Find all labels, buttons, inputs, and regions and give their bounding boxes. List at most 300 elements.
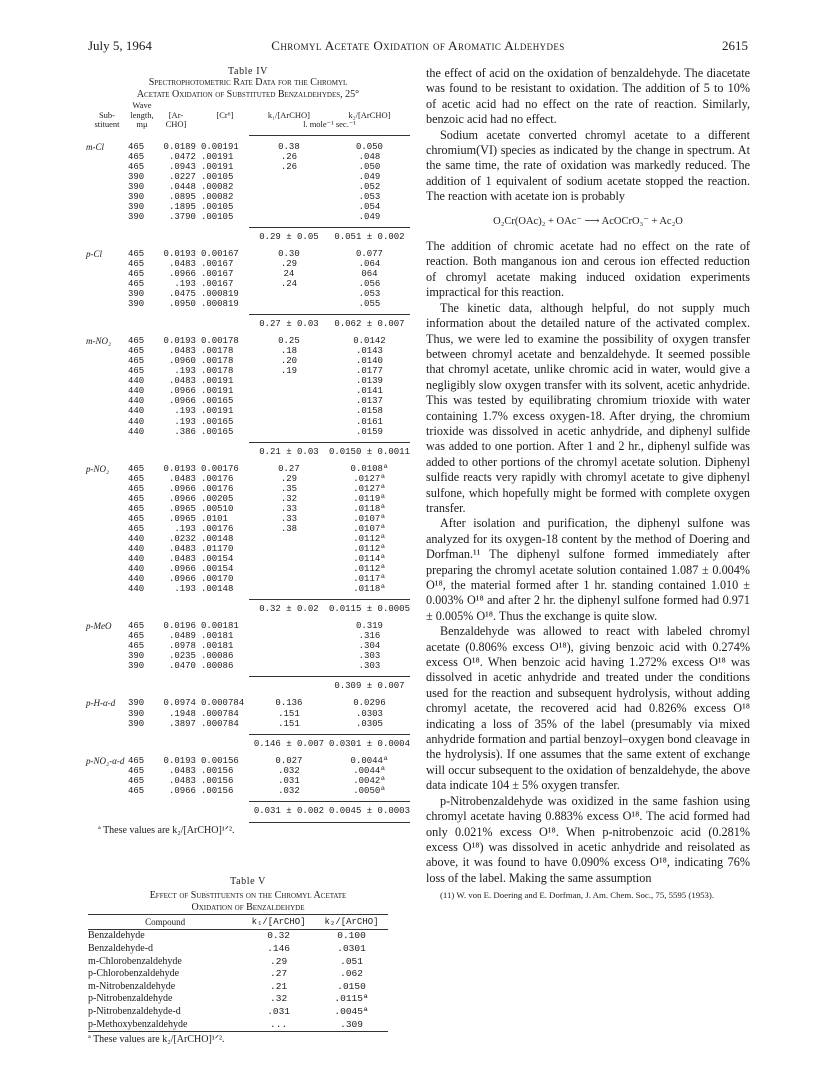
wavelength-cell: 440 [127,544,145,554]
table4-row [86,142,410,152]
aldehyde-conc-cell: 0.0193 [163,755,196,766]
aldehyde-conc-cell: .0965 [168,513,196,524]
k2-cell: .0141 [355,386,383,397]
substituent-cell: p-NO₂-α-d [86,755,125,766]
k2-average-cell: 0.0301 ± 0.0004 [328,738,410,749]
chromium-conc-cell: .00148 [200,584,234,595]
aldehyde-conc-cell: .0960 [168,356,196,367]
aldehyde-conc-cell: 0.0974 [163,698,196,709]
substituent-cell [86,417,128,427]
table5-row [88,943,388,956]
wavelength-cell: 390 [127,211,145,222]
k1-cell: .32 [270,993,288,1005]
substituent-cell [86,709,128,719]
k1-cell: 0.136 [275,698,303,709]
k1-cell: .26 [280,151,298,162]
chromium-conc-cell: .00086 [200,651,234,662]
k1-cell [249,376,329,386]
table4-header-row-3 [86,120,410,130]
table4-row [86,162,410,172]
wavelength-cell: 440 [127,386,145,397]
k1-cell [249,417,329,427]
aldehyde-conc-cell: .0978 [168,641,196,652]
table4-row [86,709,410,719]
k2-cell: .0045ª [334,1005,369,1017]
k1-cell: .27 [270,968,288,980]
substituent-cell [86,786,128,796]
table5-caption-line2: Oxidation of Benzaldehyde [191,901,305,913]
wavelength-cell: 465 [127,258,145,269]
aldehyde-conc-cell: .193 [174,279,196,290]
table5-row [88,930,388,943]
k1-cell: .18 [280,346,298,357]
chromium-conc-cell: .00165 [200,416,234,427]
substituent-cell [86,279,128,289]
table4-row [86,249,410,259]
blank-cell [128,734,156,750]
substituent-cell [86,386,128,396]
k2-cell: .0119ª [353,493,386,504]
t5-header-cell: k₁/[ArCHO] [242,914,315,930]
substituent-cell [86,554,128,564]
chromium-conc-cell: .000784 [200,708,239,719]
aldehyde-conc-cell: .0966 [168,396,196,407]
wavelength-cell: 465 [127,141,145,152]
substituent-cell [86,269,128,279]
k2-average-cell: 0.0150 ± 0.0011 [328,446,410,457]
k2-cell: 0.0142 [353,336,386,347]
k1-cell [249,554,329,564]
k1-average-cell: 0.031 ± 0.002 [253,805,325,816]
table5-row [88,993,388,1006]
k1-cell [249,396,329,406]
table4-row [86,172,410,182]
k2-cell: .051 [340,955,363,967]
table4-row [86,289,410,299]
aldehyde-conc-cell: .0966 [168,574,196,585]
wavelength-cell: 465 [127,151,145,162]
compound-cell: p-Methoxybenzaldehyde [88,1019,242,1032]
table5-row [88,1019,388,1032]
substituent-cell: p-NO₂ [86,463,110,474]
table5-footnote: ª These values are k₂/[ArCHO]¹ᐟ². [88,1034,225,1046]
chromium-conc-cell: .00178 [200,346,234,357]
table4-average-row [86,600,410,616]
k2-average-cell: 0.0045 ± 0.0003 [328,805,410,816]
k2-cell: .064 [358,258,381,269]
table4-row [86,554,410,564]
blank-cell [156,734,198,750]
running-title: Chromyl Acetate Oxidation of Aromatic Aldehydes [271,38,565,53]
blank-cell [156,677,198,693]
wavelength-cell: 390 [127,299,145,310]
blank-cell [128,600,156,616]
rule-cell [329,817,410,823]
substituent-cell [86,631,128,641]
wavelength-cell: 390 [127,181,145,192]
table4-row [86,464,410,474]
table4-row [86,524,410,534]
table4-row [86,192,410,202]
wavelength-cell: 440 [127,376,145,387]
compound-cell: m-Chlorobenzaldehyde [88,955,182,967]
chromium-conc-cell: .00205 [200,493,234,504]
k2-cell: .0044ª [353,765,386,776]
table4-average-row [86,677,410,693]
k1-average-cell: 0.29 ± 0.05 [259,231,319,242]
k1-cell [249,651,329,661]
k2-cell: .0303 [355,708,383,719]
substituent-cell [86,427,128,437]
table5-row [88,956,388,969]
right-column [426,66,750,901]
table4-average-row [86,734,410,750]
chromium-conc-cell: .00105 [200,211,234,222]
aldehyde-conc-cell: .1895 [168,201,196,212]
k2-cell: .0301 [337,942,366,954]
blank-cell [156,801,198,817]
k2-cell: .0114ª [353,554,386,565]
t4-header-cell: stituent [94,119,120,129]
k2-cell: 064 [361,268,378,279]
substituent-cell: p-H-α-d [86,698,116,709]
table4-row [86,406,410,416]
k2-cell: .050 [358,161,381,172]
k1-cell: .20 [280,356,298,367]
wavelength-cell: 390 [127,698,145,709]
k2-cell: .049 [358,211,381,222]
t4-header-cell: Sub- [98,109,116,120]
substituent-cell [86,504,128,514]
body-paragraph: Benzaldehyde was allowed to react with labeled chromyl acetate (0.806% excess O¹⁸), giving benzoic acid with 0.274% excess O¹⁸. When benzoic acid having 1.272% excess O¹⁸ was dissolved in acetic anhydride and treated under the conditions used for the reaction and subsequent hydrolysis, without adding chromyl acetate, the recovered acid had 0.826% excess O¹⁸ indicating a loss of 35% of the label (presumably via mixed anhydride formation and partial benzoyl–oxygen bond cleavage in the hydrolysis). If one assumes that the same extent of exchange will occur subsequent to the oxidation of benzaldehyde, the above data indicate 104 ± 5% oxygen transfer. [426,624,750,793]
k2-cell: .0107ª [353,523,386,534]
substituent-cell [86,651,128,661]
chromium-conc-cell: .00176 [200,523,234,534]
k1-cell [249,641,329,651]
chromium-conc-cell: 0.00191 [200,141,239,152]
table4-row [86,698,410,708]
chromium-conc-cell: .000819 [200,299,239,310]
table4-row [86,719,410,729]
table4-row [86,776,410,786]
chromium-conc-cell: .00148 [200,533,234,544]
table5-label: Table V [230,875,266,887]
table4-row [86,641,410,651]
k2-cell: 0.050 [355,141,383,152]
blank-cell [198,227,249,243]
wavelength-cell: 465 [127,366,145,377]
table4-row [86,631,410,641]
table4-row [86,494,410,504]
wavelength-cell: 465 [127,463,145,474]
compound-cell: m-Nitrobenzaldehyde [88,980,176,992]
k1-cell: 24 [283,268,295,279]
t4-header-cell: k₁/[ArCHO] [267,109,310,120]
blank-cell [86,677,128,693]
chromium-conc-cell: .00165 [200,426,234,437]
wavelength-cell: 465 [127,248,145,259]
aldehyde-conc-cell: .0966 [168,493,196,504]
blank-cell [156,315,198,331]
journal-date: July 5, 1964 [88,38,152,53]
wavelength-cell: 390 [127,289,145,300]
table4-header-row-2 [86,111,410,121]
k2-cell: 0.319 [355,621,383,632]
table4-row [86,651,410,661]
k2-cell: .304 [358,641,381,652]
substituent-cell [86,299,128,309]
aldehyde-conc-cell: .0966 [168,386,196,397]
k1-cell: 0.38 [278,141,300,152]
table4-row [86,152,410,162]
k2-cell: .0127ª [353,473,386,484]
k2-cell: .0042ª [353,775,386,786]
k2-average-cell: 0.062 ± 0.007 [334,319,405,330]
k2-cell: .0305 [355,718,383,729]
table4-row [86,504,410,514]
table4-row [86,366,410,376]
substituent-cell [86,406,128,416]
k2-cell: .303 [358,651,381,662]
wavelength-cell: 465 [127,161,145,172]
substituent-cell [86,162,128,172]
k2-cell: .0139 [355,376,383,387]
aldehyde-conc-cell: .193 [174,523,196,534]
aldehyde-conc-cell: .193 [174,366,196,377]
substituent-cell [86,534,128,544]
wavelength-cell: 440 [127,533,145,544]
k1-cell: .21 [270,980,288,992]
k2-cell: .053 [358,191,381,202]
table5-row [88,1006,388,1019]
k1-cell [249,564,329,574]
aldehyde-conc-cell: .0483 [168,376,196,387]
chromium-conc-cell: 0.00156 [200,755,239,766]
blank-cell [198,315,249,331]
k1-cell: 0.32 [267,930,291,942]
substituent-cell [86,376,128,386]
table4-average-row [86,801,410,817]
chromium-conc-cell: .00191 [200,406,234,417]
k1-cell [249,182,329,192]
substituent-cell: p-Cl [86,248,103,259]
rule-cell [128,817,156,823]
left-column [86,66,410,1045]
t4-header-cell: length, [130,109,154,120]
chromium-conc-cell: .00170 [200,574,234,585]
wavelength-cell: 465 [127,356,145,367]
k1-cell [249,192,329,202]
blank-cell [86,442,128,458]
table4-row [86,474,410,484]
aldehyde-conc-cell: 0.0193 [163,336,196,347]
substituent-cell [86,494,128,504]
aldehyde-conc-cell: .3897 [168,718,196,729]
table4-rule [86,817,410,823]
k2-average-cell: 0.051 ± 0.002 [334,231,405,242]
k1-cell: .33 [280,513,298,524]
chromium-conc-cell: .00156 [200,765,234,776]
table4-row [86,574,410,584]
substituent-cell [86,172,128,182]
wavelength-cell: 465 [127,503,145,514]
k1-cell: 0.30 [278,248,300,259]
aldehyde-conc-cell: 0.0189 [163,141,196,152]
wavelength-cell: 465 [127,279,145,290]
k2-cell: .055 [358,299,381,310]
wavelength-cell: 465 [127,765,145,776]
substituent-cell [86,574,128,584]
reaction-equation: O₂Cr(OAc)₂ + OAc⁻ ⟶ AcOCrO₃⁻ + Ac₂O [493,215,683,227]
compound-cell: p-Chlorobenzaldehyde [88,968,180,980]
substituent-cell [86,259,128,269]
chromium-conc-cell: .00165 [200,396,234,407]
table4-row [86,564,410,574]
substituent-cell: m-Cl [86,141,104,152]
k1-cell [249,574,329,584]
k1-cell: .38 [280,523,298,534]
table5-row [88,968,388,981]
aldehyde-conc-cell: .0966 [168,564,196,575]
aldehyde-conc-cell: .0483 [168,544,196,554]
k1-average-cell: 0.27 ± 0.03 [259,319,319,330]
table4-footnote: ª These values are k₂/[ArCHO]¹ᐟ². [98,824,235,836]
table4-row [86,182,410,192]
table4-row [86,356,410,366]
blank-cell [198,677,249,693]
substituent-cell [86,289,128,299]
page-header [88,38,748,56]
chromium-conc-cell: .00191 [200,151,234,162]
wavelength-cell: 440 [127,584,145,595]
k2-cell: .0150 [337,980,366,992]
k1-cell [249,621,329,631]
table4-row [86,766,410,776]
wavelength-cell: 390 [127,201,145,212]
k1-cell [249,406,329,416]
blank-cell [198,801,249,817]
wavelength-cell: 465 [127,483,145,494]
table4-row [86,427,410,437]
table4-row [86,346,410,356]
chromium-conc-cell: .00178 [200,356,234,367]
k2-cell: .0158 [355,406,383,417]
k1-cell [249,544,329,554]
chromium-conc-cell: .00154 [200,554,234,565]
table4-caption-line2: Acetate Oxidation of Substituted Benzaldehydes, 25° [136,89,360,100]
wavelength-cell: 390 [127,718,145,729]
aldehyde-conc-cell: .0966 [168,268,196,279]
k2-cell: .316 [358,631,381,642]
t5-header-cell: k₂/[ArCHO] [315,914,388,930]
aldehyde-conc-cell: .0966 [168,483,196,494]
blank-cell [128,227,156,243]
chromium-conc-cell: .00105 [200,201,234,212]
body-paragraph: After isolation and purification, the diphenyl sulfone was analyzed for its oxygen-18 content by the method of Doering and Dorfman.¹¹ The diphenyl sulfone formed immediately after preparing the chromyl acetate solution contained 1.087 ± 0.004% O¹⁸, the material formed after 1 hr. standing contained 1.010 ± 0.003% O¹⁸ and after 2 hr. the diphenyl sulfone formed had 0.971 ± 0.005% O¹⁸. Thus the exchange is quite slow. [426,516,750,623]
k2-cell: .0143 [355,346,383,357]
chromium-conc-cell: .00510 [200,503,234,514]
substituent-cell [86,544,128,554]
substituent-cell [86,152,128,162]
wavelength-cell: 465 [127,473,145,484]
table4-row [86,417,410,427]
k1-cell [249,661,329,671]
table4-row [86,376,410,386]
t5-header-cell: Compound [88,914,242,930]
wavelength-cell: 465 [127,755,145,766]
compound-cell: p-Nitrobenzaldehyde-d [88,1005,181,1017]
k2-cell: .0050ª [353,785,386,796]
substituent-cell [86,564,128,574]
substituent-cell [86,474,128,484]
k2-cell: .0140 [355,356,383,367]
k2-cell: .054 [358,201,381,212]
substituent-cell [86,514,128,524]
k1-cell: .19 [280,366,298,377]
chromium-conc-cell: .00191 [200,376,234,387]
k2-cell: 0.0296 [353,698,386,709]
chromium-conc-cell: .00082 [200,191,234,202]
wavelength-cell: 465 [127,775,145,786]
k1-cell: .031 [267,1005,291,1017]
chromium-conc-cell: .00167 [200,279,234,290]
k2-cell: .062 [340,968,363,980]
chromium-conc-cell: .000784 [200,718,239,729]
t4-header-cell: mμ [136,119,148,129]
chromium-conc-cell: .00154 [200,564,234,575]
blank-cell [198,442,249,458]
k2-cell: .049 [358,171,381,182]
wavelength-cell: 465 [127,785,145,796]
aldehyde-conc-cell: .0895 [168,191,196,202]
aldehyde-conc-cell: .0483 [168,554,196,565]
k2-cell: .0127ª [353,483,386,494]
table4 [86,101,410,823]
chromium-conc-cell: 0.000784 [200,698,245,709]
aldehyde-conc-cell: .0448 [168,181,196,192]
k1-cell: .24 [280,279,298,290]
wavelength-cell: 440 [127,406,145,417]
substituent-cell [86,182,128,192]
substituent-cell: m-NO₂ [86,336,112,347]
table4-row [86,514,410,524]
aldehyde-conc-cell: .0943 [168,161,196,172]
wavelength-cell: 440 [127,564,145,575]
page-number: 2615 [722,38,748,53]
wavelength-cell: 390 [127,651,145,662]
blank-cell [198,600,249,616]
aldehyde-conc-cell: .0489 [168,631,196,642]
k1-cell: .29 [270,955,288,967]
t4-header-cell: [Cr⁶] [216,109,234,120]
chromium-conc-cell: .00181 [200,641,234,652]
k1-cell [249,172,329,182]
wavelength-cell: 465 [127,523,145,534]
chromium-conc-cell: .000819 [200,289,239,300]
wavelength-cell: 465 [127,641,145,652]
table5-header-row [88,914,388,930]
compound-cell: Benzaldehyde [88,930,145,942]
substituent-cell: p-MeO [86,621,112,632]
k2-average-cell: 0.309 ± 0.007 [334,681,405,692]
substituent-cell [86,346,128,356]
k2-cell: .0117ª [353,574,386,585]
chromium-conc-cell: .0101 [200,513,228,524]
k2-cell: .056 [358,279,381,290]
table4-average-row [86,315,410,331]
k1-cell: .33 [280,503,298,514]
wavelength-cell: 390 [127,171,145,182]
